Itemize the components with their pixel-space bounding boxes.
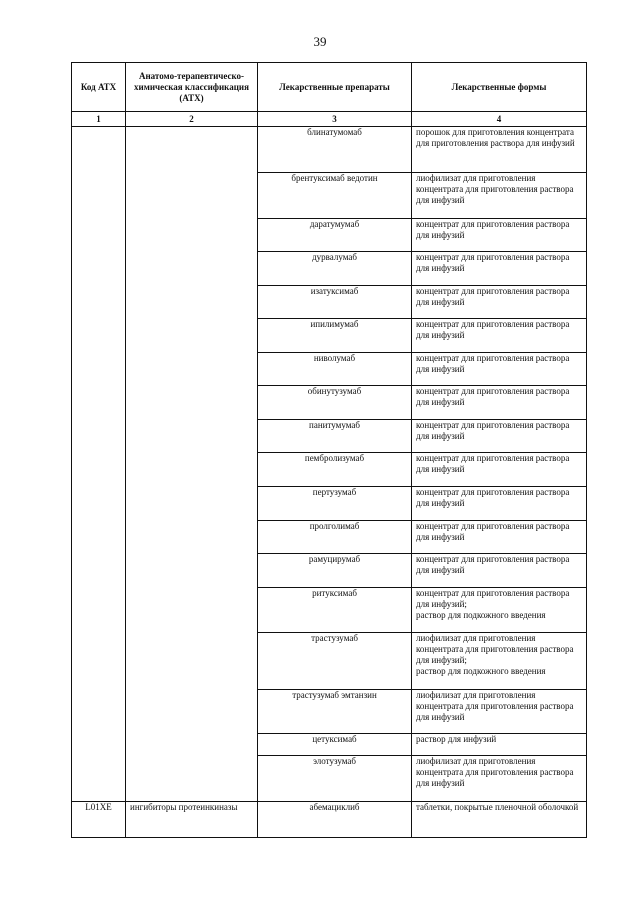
drug-name: пролголимаб: [258, 521, 412, 554]
column-number: 2: [126, 112, 258, 127]
column-number: 3: [258, 112, 412, 127]
code-cell: L01XE: [72, 802, 126, 838]
dosage-form: концентрат для приготовления раствора для инфузий: [412, 252, 587, 286]
dosage-form: концентрат для приготовления раствора для инфузий; раствор для подкожного введения: [412, 588, 587, 633]
column-number-row: [72, 112, 587, 127]
drug-name: пембролизумаб: [258, 453, 412, 487]
dosage-form: порошок для приготовления концентрата для приготовления раствора для инфузий: [412, 127, 587, 173]
dosage-form: раствор для инфузий: [412, 734, 587, 756]
dosage-form: концентрат для приготовления раствора для инфузий: [412, 286, 587, 319]
classification-cell: ингибиторы протеинкиназы: [126, 802, 258, 838]
drug-name: элотузумаб: [258, 756, 412, 802]
dosage-form: таблетки, покрытые пленочной оболочкой: [412, 802, 587, 838]
table-row: [72, 127, 587, 173]
code-cell-empty: [72, 127, 126, 802]
dosage-form: концентрат для приготовления раствора для инфузий: [412, 386, 587, 420]
dosage-form: концентрат для приготовления раствора для инфузий: [412, 487, 587, 521]
drug-name: брентуксимаб ведотин: [258, 173, 412, 219]
drug-name: панитумумаб: [258, 420, 412, 453]
dosage-form: концентрат для приготовления раствора для инфузий: [412, 521, 587, 554]
header-drugs: Лекарственные препараты: [258, 63, 412, 112]
header-row: [72, 63, 587, 112]
drug-name: блинатумомаб: [258, 127, 412, 173]
drug-name: рамуцирумаб: [258, 554, 412, 588]
column-number: 4: [412, 112, 587, 127]
drug-name: обинутузумаб: [258, 386, 412, 420]
dosage-form: концентрат для приготовления раствора для инфузий: [412, 554, 587, 588]
dosage-form: лиофилизат для приготовления концентрата для приготовления раствора для инфузий: [412, 756, 587, 802]
drug-name: изатуксимаб: [258, 286, 412, 319]
dosage-form: концентрат для приготовления раствора для инфузий: [412, 319, 587, 353]
dosage-form: лиофилизат для приготовления концентрата для приготовления раствора для инфузий: [412, 690, 587, 734]
table-body: [72, 127, 587, 838]
page-number: 39: [313, 34, 327, 49]
dosage-form: концентрат для приготовления раствора для инфузий: [412, 453, 587, 487]
dosage-form: концентрат для приготовления раствора для инфузий: [412, 219, 587, 252]
column-number: 1: [72, 112, 126, 127]
drug-name: ипилимумаб: [258, 319, 412, 353]
dosage-form: лиофилизат для приготовления концентрата для приготовления раствора для инфузий; раствор для подкожного введения: [412, 633, 587, 690]
atx-table: [71, 62, 587, 838]
dosage-form: лиофилизат для приготовления концентрата для приготовления раствора для инфузий: [412, 173, 587, 219]
header-code: Код АТХ: [72, 63, 126, 112]
dosage-form: концентрат для приготовления раствора для инфузий: [412, 353, 587, 386]
drug-name: даратумумаб: [258, 219, 412, 252]
drug-name: дурвалумаб: [258, 252, 412, 286]
table-row-l01xe: [72, 802, 587, 838]
dosage-form: концентрат для приготовления раствора для инфузий: [412, 420, 587, 453]
classification-cell-empty: [126, 127, 258, 802]
header-classification: Анатомо-терапевтическо-химическая классификация (АТХ): [126, 63, 258, 112]
drug-name: цетуксимаб: [258, 734, 412, 756]
drug-name: пертузумаб: [258, 487, 412, 521]
header-forms: Лекарственные формы: [412, 63, 587, 112]
drug-name: ниволумаб: [258, 353, 412, 386]
drug-name: абемациклиб: [258, 802, 412, 838]
drug-name: ритуксимаб: [258, 588, 412, 633]
drug-name: трастузумаб: [258, 633, 412, 690]
drug-name: трастузумаб эмтанзин: [258, 690, 412, 734]
